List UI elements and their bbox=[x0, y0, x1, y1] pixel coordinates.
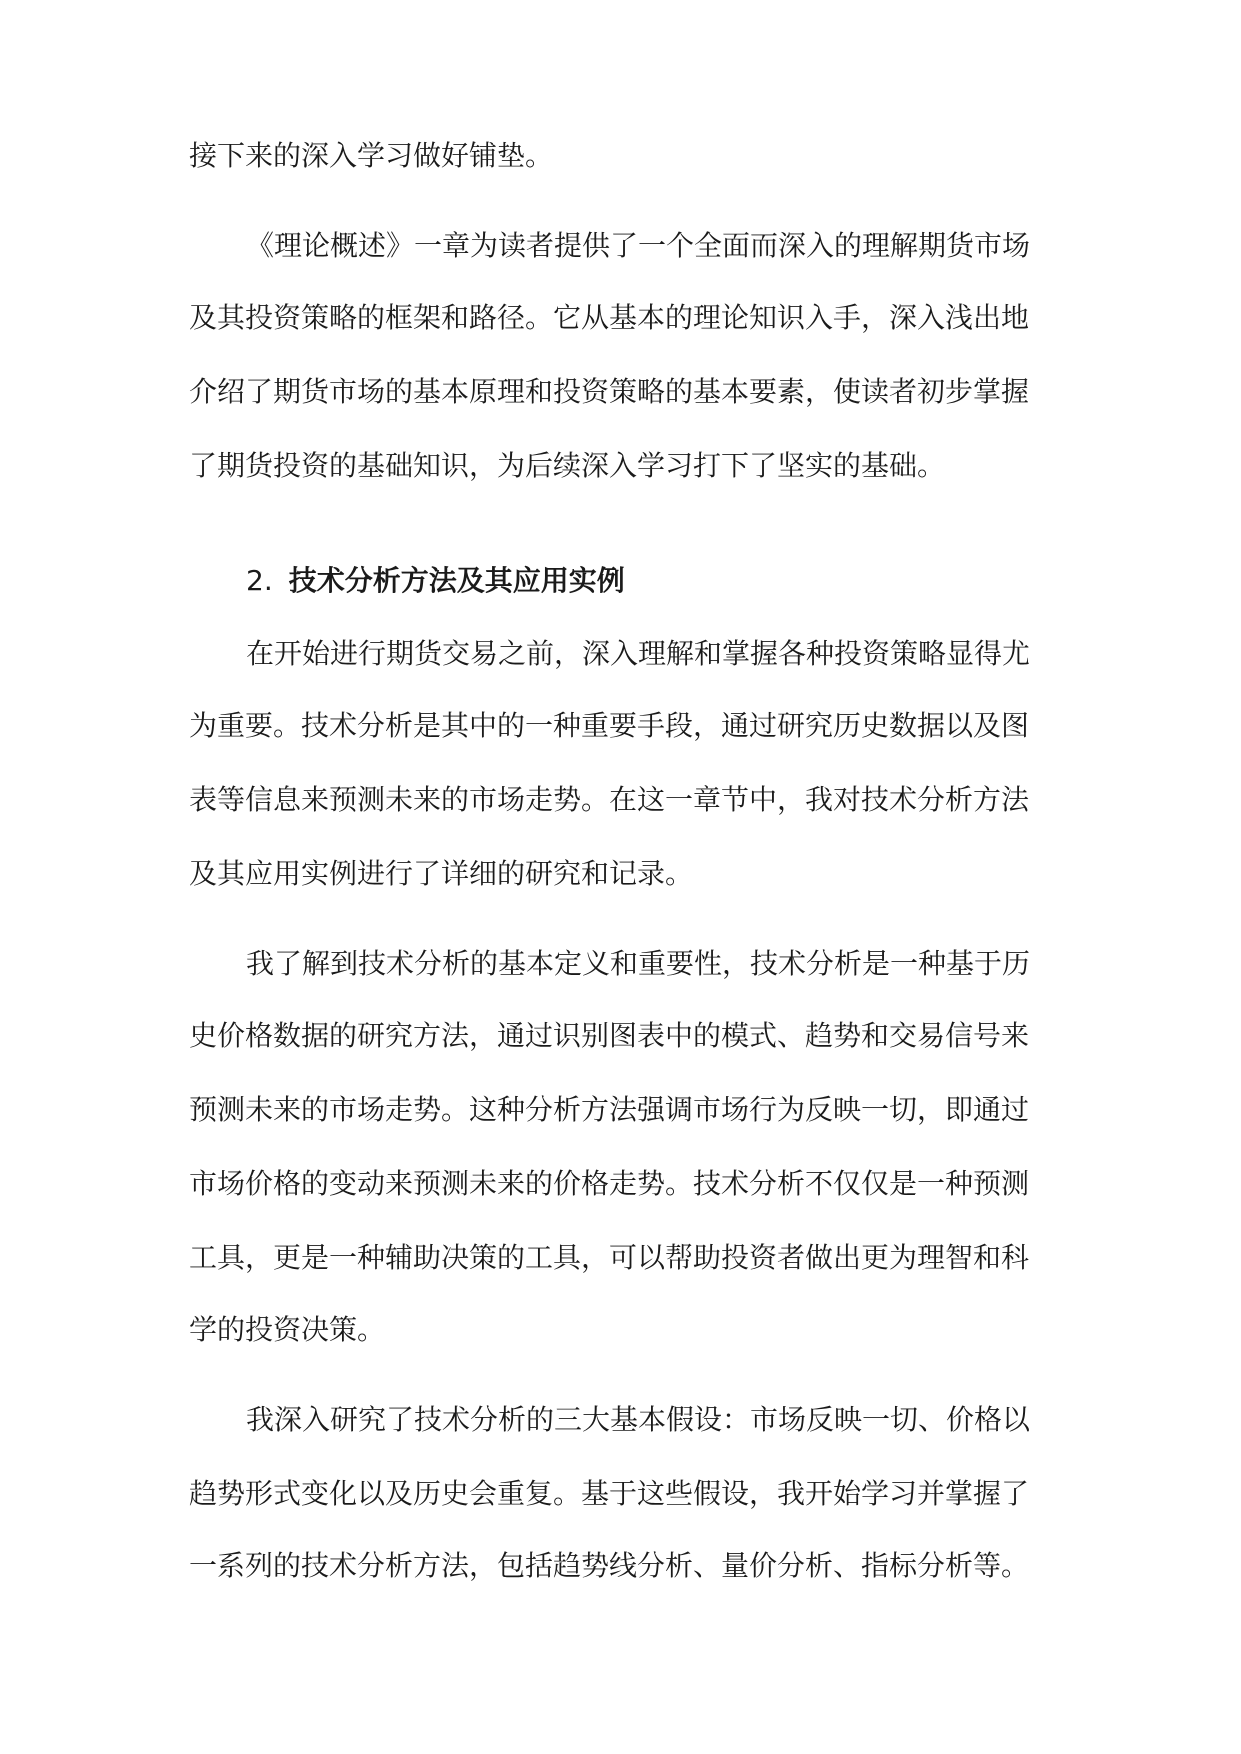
section-heading bbox=[246, 561, 625, 601]
paragraph-line: 及其投资策略的框架和路径。它从基本的理论知识入手，深入浅出地 bbox=[189, 301, 1030, 334]
paragraph-line: 市场价格的变动来预测未来的价格走势。技术分析不仅仅是一种预测 bbox=[189, 1167, 1030, 1200]
paragraph-line: 及其应用实例进行了详细的研究和记录。 bbox=[189, 857, 694, 890]
paragraph-line: 学的投资决策。 bbox=[189, 1313, 386, 1346]
paragraph-line: 一系列的技术分析方法，包括趋势线分析、量价分析、指标分析等。 bbox=[189, 1549, 1030, 1582]
paragraph-line: 表等信息来预测未来的市场走势。在这一章节中，我对技术分析方法 bbox=[189, 783, 1030, 816]
paragraph-line: 预测未来的市场走势。这种分析方法强调市场行为反映一切，即通过 bbox=[189, 1093, 1030, 1126]
paragraph-line: 趋势形式变化以及历史会重复。基于这些假设，我开始学习并掌握了 bbox=[189, 1477, 1030, 1510]
paragraph-line: 我深入研究了技术分析的三大基本假设：市场反映一切、价格以 bbox=[246, 1403, 1031, 1436]
paragraph-line: 《理论概述》一章为读者提供了一个全面而深入的理解期货市场 bbox=[246, 229, 1031, 262]
paragraph-line: 介绍了期货市场的基本原理和投资策略的基本要素，使读者初步掌握 bbox=[189, 375, 1030, 408]
paragraph-line: 接下来的深入学习做好铺垫。 bbox=[189, 139, 554, 172]
paragraph-line: 工具，更是一种辅助决策的工具，可以帮助投资者做出更为理智和科 bbox=[189, 1241, 1030, 1274]
paragraph-line: 在开始进行期货交易之前，深入理解和掌握各种投资策略显得尤 bbox=[246, 637, 1031, 670]
section-title: 技术分析方法及其应用实例 bbox=[288, 564, 625, 597]
section-number: 2. bbox=[246, 564, 273, 597]
paragraph-line: 了期货投资的基础知识，为后续深入学习打下了坚实的基础。 bbox=[189, 449, 946, 482]
paragraph-line: 我了解到技术分析的基本定义和重要性，技术分析是一种基于历 bbox=[246, 947, 1031, 980]
paragraph-line: 史价格数据的研究方法，通过识别图表中的模式、趋势和交易信号来 bbox=[189, 1019, 1030, 1052]
paragraph-line: 为重要。技术分析是其中的一种重要手段，通过研究历史数据以及图 bbox=[189, 709, 1030, 742]
